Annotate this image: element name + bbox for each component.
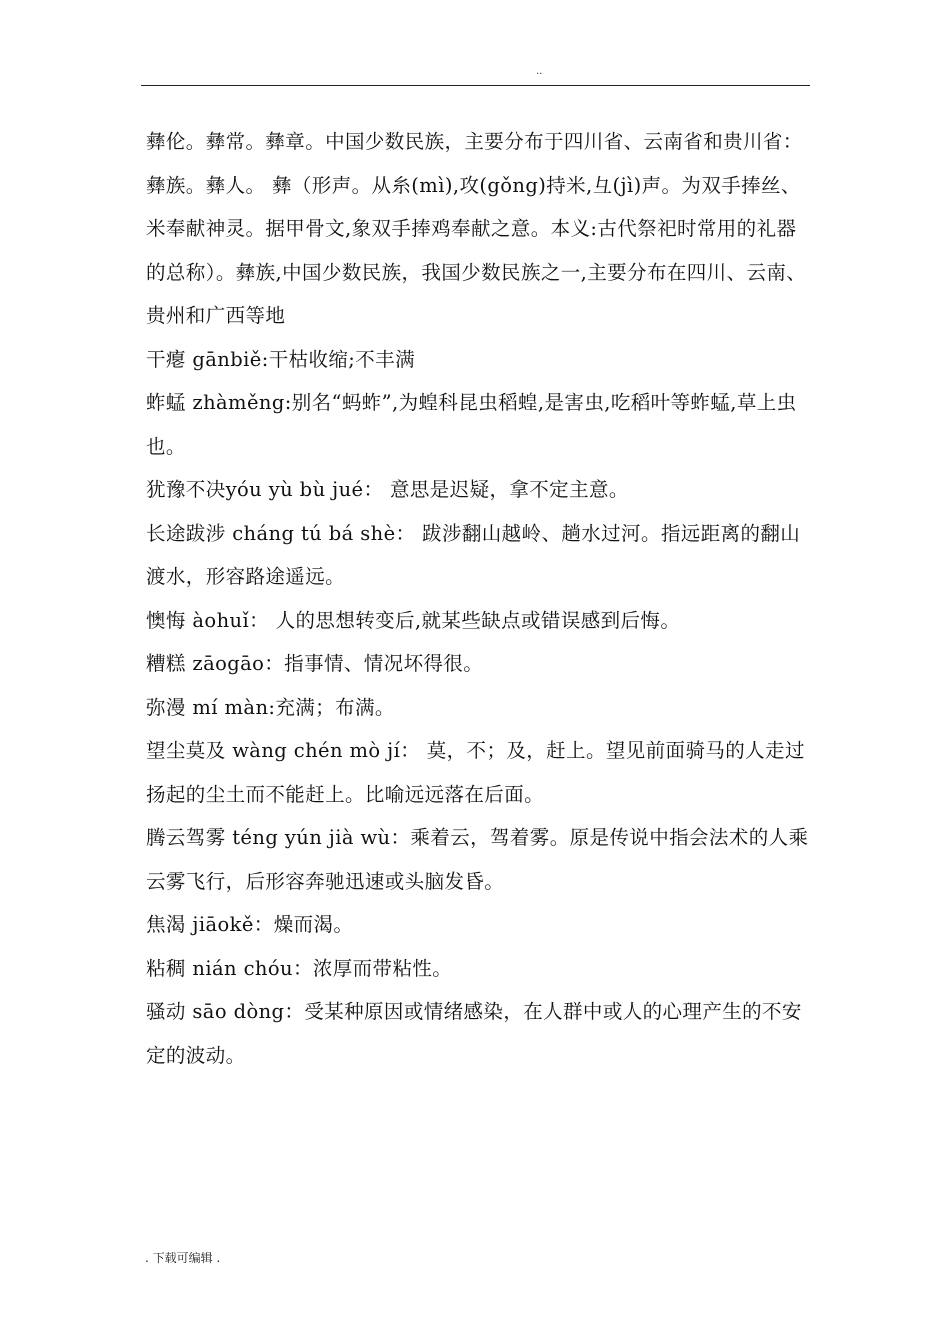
entry-tengyunjiawu: 腾云驾雾 téng yún jià wù：乘着云，驾着雾。原是传说中指会法术的人乘云雾飞行，后形容奔驰迅速或头脑发昏。 bbox=[146, 826, 809, 893]
entry-youyubujue: 犹豫不决yóu yù bù jué： 意思是迟疑，拿不定主意。 bbox=[146, 478, 629, 501]
entry-zhameng: 蚱蜢 zhàměng:别名“蚂蚱”,为蝗科昆虫稻蝗,是害虫,吃稻叶等蚱蜢,草上虫也。 bbox=[146, 391, 797, 458]
entry-wangchenmoji: 望尘莫及 wàng chén mò jí： 莫，不；及，赶上。望见前面骑马的人走过扬起的尘土而不能赶上。比喻远远落在后面。 bbox=[146, 739, 805, 806]
entry-aohui: 懊悔 àohuǐ： 人的思想转变后,就某些缺点或错误感到后悔。 bbox=[146, 608, 681, 632]
entry-saodong: 骚动 sāo dòng：受某种原因或情绪感染，在人群中或人的心理产生的不安定的波动。 bbox=[146, 1000, 802, 1067]
header-rule bbox=[141, 85, 810, 86]
entry-jiaoke: 焦渴 jiāokě：燥而渴。 bbox=[146, 913, 354, 936]
header-mark: .. bbox=[536, 66, 543, 77]
entry-changtubashe: 长途跋涉 cháng tú bá shè： 跋涉翻山越岭、趟水过河。指远距离的翻山渡水，形容路途遥远。 bbox=[146, 521, 801, 588]
footer-mark: . 下载可编辑 . bbox=[145, 1251, 221, 1265]
entry-miman: 弥漫 mí màn:充满；布满。 bbox=[146, 695, 395, 719]
entry-ganbie: 干瘪 gānbiě:干枯收缩;不丰满 bbox=[146, 347, 415, 371]
document-body bbox=[146, 120, 810, 1077]
entry-yi: 彝伦。彝常。彝章。中国少数民族，主要分布于四川省、云南省和贵川省：彝族。彝人。 彝（形声。从糸(mì),攻(gǒng)持米,彑(jì)声。为双手捧丝、米奉献神灵。据甲骨文,象双手捧鸡奉献之意。本义:古代祭祀时常用的礼器的总称）。彝族,中国少数民族，我国少数民族之一,主要分布在四川、云南、贵州和广西等地 bbox=[146, 130, 807, 327]
entry-zaogao: 糟糕 zāogāo：指事情、情况坏得很。 bbox=[146, 652, 484, 675]
entry-nianchou: 粘稠 nián chóu：浓厚而带粘性。 bbox=[146, 956, 453, 980]
